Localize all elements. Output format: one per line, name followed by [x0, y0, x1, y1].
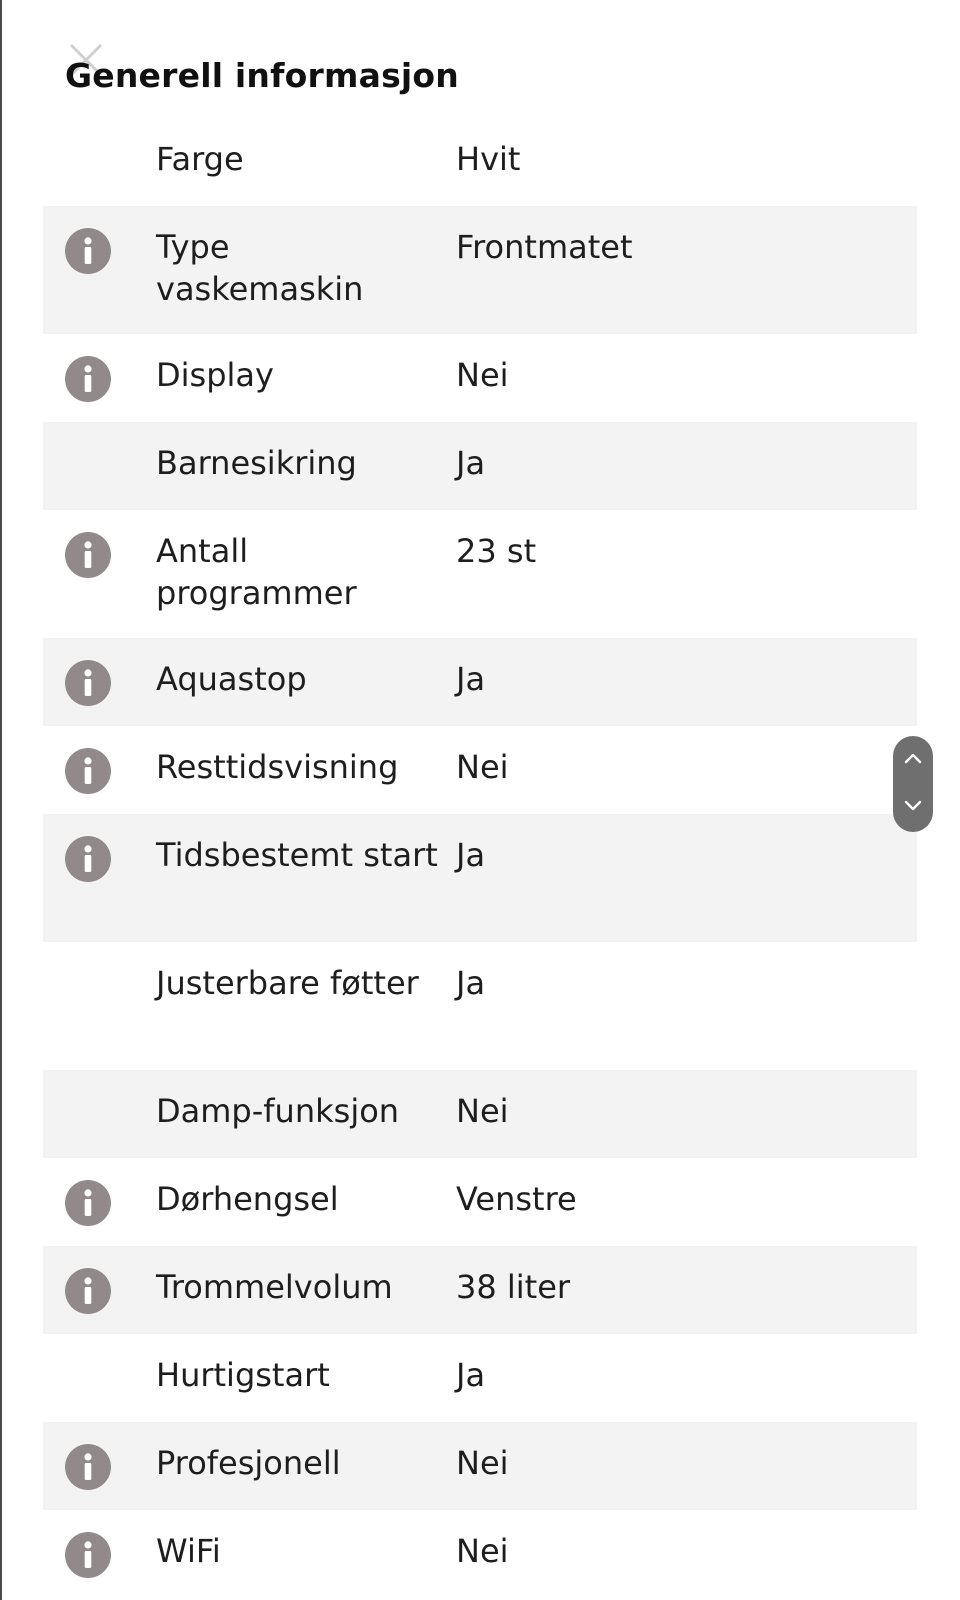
spec-label: Type vaskemaskin: [156, 228, 364, 308]
scroll-down-button[interactable]: [893, 784, 933, 832]
spec-row: [43, 1246, 917, 1334]
spec-table: [43, 118, 917, 1598]
spec-value: Ja: [456, 1356, 486, 1394]
info-icon[interactable]: [65, 748, 111, 794]
spec-value: Ja: [456, 444, 486, 482]
info-icon[interactable]: [65, 532, 111, 578]
spec-label: Dørhengsel: [156, 1180, 339, 1218]
spec-value: Ja: [456, 660, 486, 698]
spec-label: WiFi: [156, 1532, 221, 1570]
spec-row: [43, 942, 917, 1070]
spec-label: Damp-funksjon: [156, 1092, 400, 1130]
info-icon[interactable]: [65, 356, 111, 402]
spec-row: [43, 118, 917, 206]
spec-value: Venstre: [456, 1180, 577, 1218]
spec-value: 38 liter: [456, 1268, 571, 1306]
spec-value: Ja: [456, 964, 486, 1002]
spec-label: Farge: [156, 140, 244, 178]
spec-value: Frontmatet: [456, 228, 633, 266]
spec-value: Nei: [456, 1444, 509, 1482]
spec-row: [43, 206, 917, 334]
spec-label: Justerbare føtter: [156, 964, 419, 1002]
scroll-widget: [893, 736, 933, 832]
spec-label: Hurtigstart: [156, 1356, 330, 1394]
chevron-up-icon: [904, 752, 922, 764]
spec-label: Trommelvolum: [156, 1268, 393, 1306]
spec-row: [43, 422, 917, 510]
spec-row: [43, 1070, 917, 1158]
spec-label: Antall programmer: [156, 532, 357, 612]
spec-value: 23 st: [456, 532, 537, 570]
info-icon[interactable]: [65, 660, 111, 706]
spec-value: Nei: [456, 1532, 509, 1570]
spec-row: [43, 1334, 917, 1422]
spec-label: Aquastop: [156, 660, 307, 698]
info-icon[interactable]: [65, 228, 111, 274]
section-title: Generell informasjon: [65, 56, 459, 95]
spec-value: Nei: [456, 1092, 509, 1130]
spec-value: Hvit: [456, 140, 521, 178]
spec-row: [43, 726, 917, 814]
spec-row: [43, 1422, 917, 1510]
left-edge-divider: [0, 0, 2, 1600]
spec-value: Ja: [456, 836, 486, 874]
spec-label: Tidsbestemt start: [156, 836, 438, 874]
spec-row: [43, 814, 917, 942]
spec-value: Nei: [456, 356, 509, 394]
spec-row: [43, 638, 917, 726]
spec-label: Profesjonell: [156, 1444, 341, 1482]
info-icon[interactable]: [65, 1180, 111, 1226]
info-icon[interactable]: [65, 1532, 111, 1578]
info-icon[interactable]: [65, 836, 111, 882]
spec-value: Nei: [456, 748, 509, 786]
info-icon[interactable]: [65, 1444, 111, 1490]
spec-row: [43, 1510, 917, 1598]
spec-row: [43, 1158, 917, 1246]
scroll-up-button[interactable]: [893, 736, 933, 784]
chevron-down-icon: [904, 800, 922, 812]
info-icon[interactable]: [65, 1268, 111, 1314]
spec-row: [43, 334, 917, 422]
spec-label: Display: [156, 356, 274, 394]
spec-row: [43, 510, 917, 638]
spec-label: Barnesikring: [156, 444, 357, 482]
spec-label: Resttidsvisning: [156, 748, 399, 786]
